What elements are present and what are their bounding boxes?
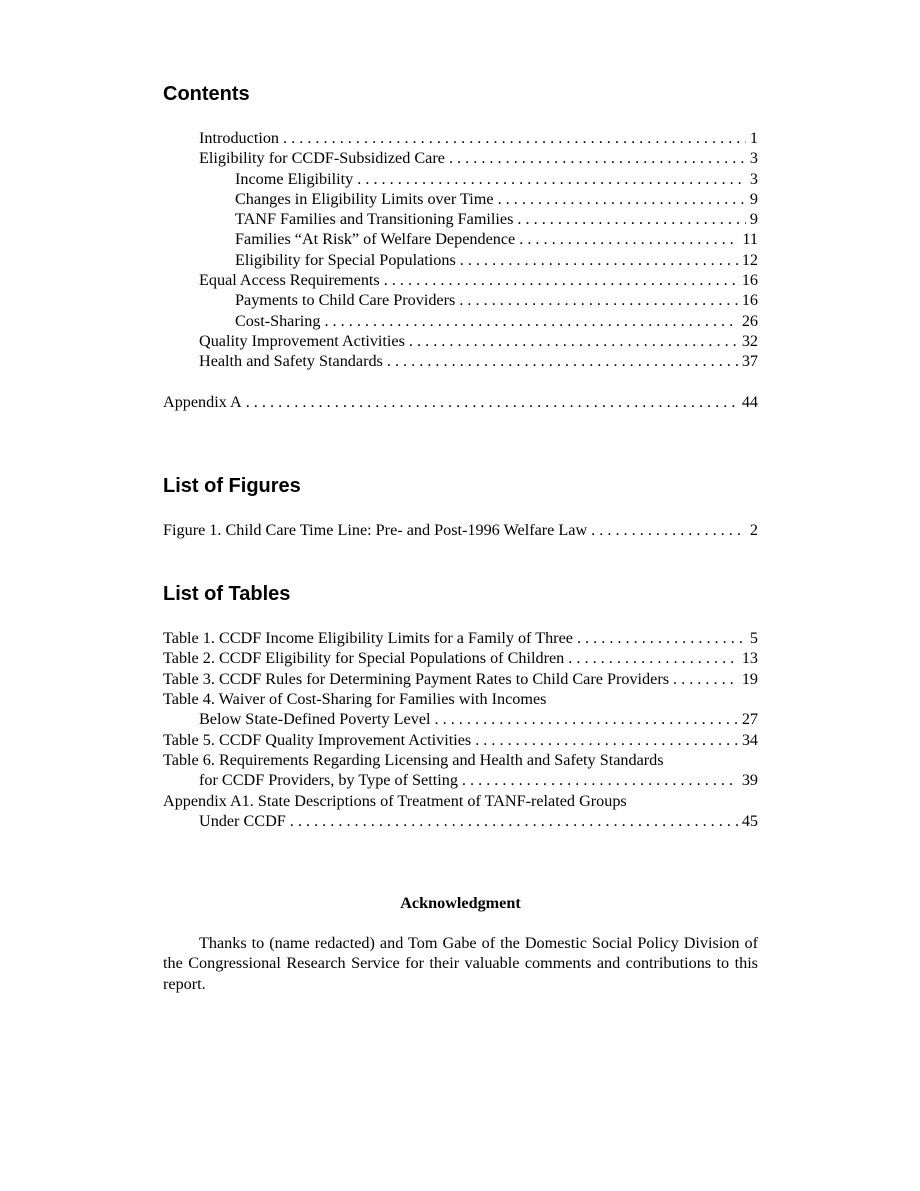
- table-entry[interactable]: Table 1. CCDF Income Eligibility Limits for a Family of Three . . . 5: [163, 628, 758, 648]
- page-content: [163, 80, 758, 1010]
- toc-entry[interactable]: Payments to Child Care Providers . . . 16: [163, 290, 758, 310]
- acknowledgment-heading: Acknowledgment: [400, 894, 521, 913]
- toc-entry[interactable]: Changes in Eligibility Limits over Time . . . 9: [163, 189, 758, 209]
- table-entry-continuation[interactable]: Under CCDF . . . 45: [163, 811, 758, 831]
- toc-entry[interactable]: Cost-Sharing . . . 26: [163, 311, 758, 331]
- table-entry-first-line[interactable]: Appendix A1. State Descriptions of Treatment of TANF-related Groups: [163, 791, 627, 810]
- toc-entry[interactable]: Eligibility for Special Populations . . . 12: [163, 250, 758, 270]
- contents-list: [163, 128, 758, 412]
- toc-entry[interactable]: Equal Access Requirements . . . 16: [163, 270, 758, 290]
- table-entry-continuation[interactable]: Below State-Defined Poverty Level . . . 27: [163, 709, 758, 729]
- toc-entry[interactable]: Quality Improvement Activities . . . 32: [163, 331, 758, 351]
- tables-heading: List of Tables: [163, 583, 291, 606]
- toc-entry[interactable]: TANF Families and Transitioning Families . . . 9: [163, 209, 758, 229]
- toc-entry-appendix[interactable]: Appendix A . . . 44: [163, 392, 758, 412]
- table-entry[interactable]: Table 5. CCDF Quality Improvement Activities . . . 34: [163, 730, 758, 750]
- toc-entry[interactable]: Introduction . . . 1: [163, 128, 758, 148]
- figure-entry[interactable]: Figure 1. Child Care Time Line: Pre- and Post-1996 Welfare Law . . . 2: [163, 520, 758, 540]
- table-entry-continuation[interactable]: for CCDF Providers, by Type of Setting . . . 39: [163, 770, 758, 790]
- table-entry-first-line[interactable]: Table 4. Waiver of Cost-Sharing for Families with Incomes: [163, 690, 547, 709]
- toc-entry[interactable]: Income Eligibility . . . 3: [163, 169, 758, 189]
- table-entry-first-line[interactable]: Table 6. Requirements Regarding Licensing and Health and Safety Standards: [163, 750, 664, 769]
- acknowledgment-text: Thanks to (name redacted) and Tom Gabe of the Domestic Social Policy Division of the Congressional Research Service for their valuable comments and contributions to this report.: [163, 934, 758, 993]
- table-entry[interactable]: Table 3. CCDF Rules for Determining Payment Rates to Child Care Providers . . . 19: [163, 669, 758, 689]
- toc-entry[interactable]: Families “At Risk” of Welfare Dependence . . . 11: [163, 229, 758, 249]
- toc-entry[interactable]: Health and Safety Standards . . . 37: [163, 351, 758, 371]
- table-entry[interactable]: Table 2. CCDF Eligibility for Special Populations of Children . . . 13: [163, 648, 758, 668]
- figures-heading: List of Figures: [163, 474, 301, 497]
- toc-entry[interactable]: Eligibility for CCDF-Subsidized Care . . . 3: [163, 148, 758, 168]
- contents-heading: Contents: [163, 83, 250, 105]
- figures-list: [163, 520, 758, 540]
- tables-list: [163, 628, 758, 831]
